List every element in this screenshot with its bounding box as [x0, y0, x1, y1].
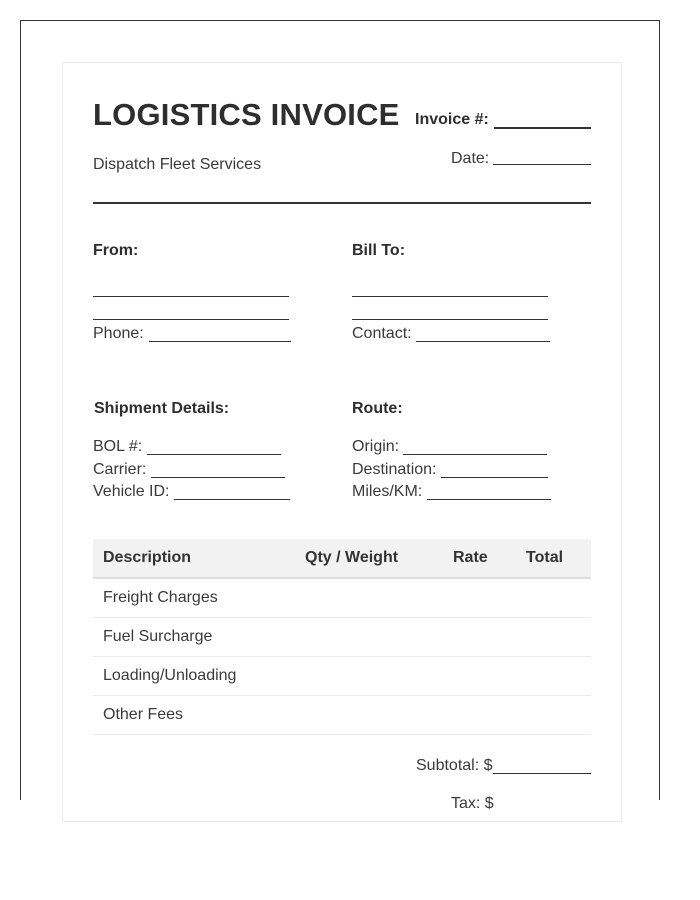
miles-km-field[interactable] [427, 499, 551, 500]
qty-weight-cell[interactable] [295, 578, 443, 618]
bol-label: BOL #: [93, 438, 143, 455]
qty-weight-cell[interactable] [295, 696, 443, 735]
column-header-qty-weight: Qty / Weight [295, 539, 443, 578]
column-header-rate: Rate [443, 539, 516, 578]
invoice-number-field[interactable] [494, 127, 591, 129]
rate-cell[interactable] [443, 657, 516, 696]
miles-km-label: Miles/KM: [352, 483, 423, 500]
table-row [93, 696, 591, 735]
carrier-field[interactable] [151, 477, 285, 478]
origin-label: Origin: [352, 438, 400, 455]
bill-to-contact-label: Contact: [352, 325, 412, 342]
route-heading: Route: [352, 400, 403, 417]
bill-to-address-line-1[interactable] [352, 296, 548, 297]
table-row [93, 657, 591, 696]
from-phone-field[interactable] [149, 341, 291, 342]
from-address-line-1[interactable] [93, 296, 289, 297]
origin-field[interactable] [403, 454, 547, 455]
row-description: Other Fees [93, 696, 295, 735]
carrier-label: Carrier: [93, 461, 147, 478]
date-field[interactable] [493, 164, 591, 165]
total-cell[interactable] [516, 696, 591, 735]
column-header-total: Total [516, 539, 591, 578]
company-name: Dispatch Fleet Services [93, 156, 262, 173]
column-header-description: Description [93, 539, 295, 578]
row-description: Freight Charges [93, 578, 295, 618]
rate-cell[interactable] [443, 578, 516, 618]
invoice-title: LOGISTICS INVOICE [93, 97, 400, 132]
vehicle-id-field[interactable] [174, 499, 290, 500]
page-frame [20, 20, 660, 812]
destination-label: Destination: [352, 461, 437, 478]
total-cell[interactable] [516, 578, 591, 618]
tax-label: Tax: $ [451, 795, 494, 812]
invoice-paper [62, 62, 622, 822]
rate-cell[interactable] [443, 696, 516, 735]
total-cell[interactable] [516, 618, 591, 657]
total-cell[interactable] [516, 657, 591, 696]
date-label: Date: [451, 150, 490, 167]
from-heading: From: [93, 242, 139, 259]
bill-to-address-line-2[interactable] [352, 319, 548, 320]
destination-field[interactable] [441, 477, 548, 478]
from-phone-label: Phone: [93, 325, 144, 342]
table-row [93, 578, 591, 618]
qty-weight-cell[interactable] [295, 657, 443, 696]
charges-table [93, 539, 591, 735]
row-description: Loading/Unloading [93, 657, 295, 696]
row-description: Fuel Surcharge [93, 618, 295, 657]
qty-weight-cell[interactable] [295, 618, 443, 657]
table-header-row [93, 539, 591, 578]
bol-field[interactable] [147, 454, 281, 455]
bill-to-heading: Bill To: [352, 242, 406, 259]
from-address-line-2[interactable] [93, 319, 289, 320]
shipment-details-heading: Shipment Details: [94, 400, 230, 417]
subtotal-field[interactable] [493, 773, 591, 774]
subtotal-label: Subtotal: $ [416, 757, 493, 774]
bill-to-contact-field[interactable] [416, 341, 550, 342]
vehicle-id-label: Vehicle ID: [93, 483, 170, 500]
header-divider [93, 202, 591, 204]
rate-cell[interactable] [443, 618, 516, 657]
table-row [93, 618, 591, 657]
invoice-number-label: Invoice #: [415, 111, 489, 128]
